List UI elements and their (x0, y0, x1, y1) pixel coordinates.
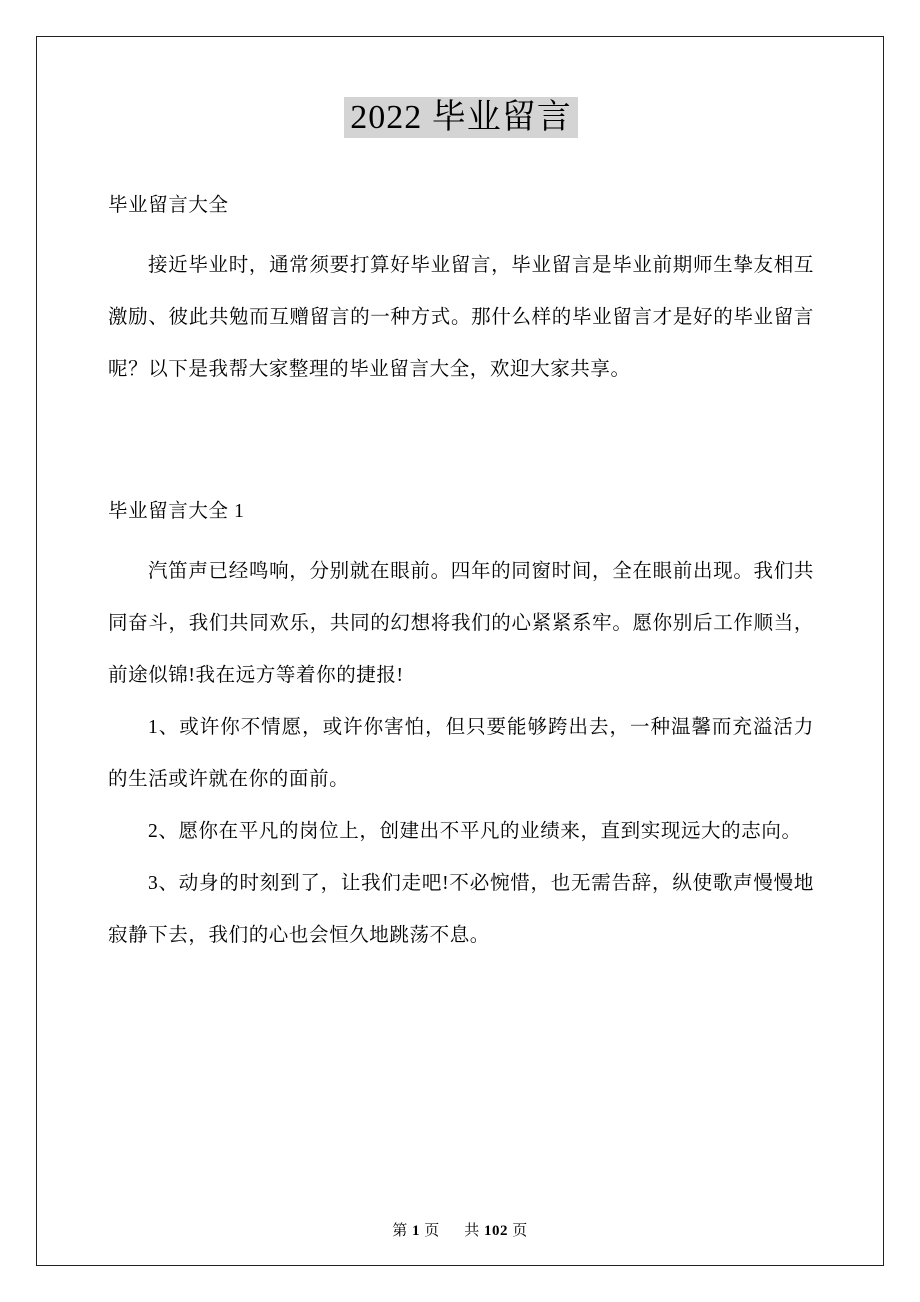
footer-total-pages: 102 (484, 1223, 509, 1239)
footer-total-suffix: 页 (512, 1223, 528, 1239)
footer-page-number: 1 (411, 1223, 420, 1239)
page-footer (0, 1219, 920, 1240)
section-heading-2: 毕业留言大全 1 (108, 501, 245, 522)
section-spacer (108, 396, 814, 492)
section-2-paragraph-4: 3、动身的时刻到了，让我们走吧!不必惋惜，也无需告辞，纵使歌声慢慢地寂静下去，我们的心也会恒久地跳荡不息。 (108, 873, 814, 946)
footer-page-suffix: 页 (424, 1223, 440, 1239)
section-1-paragraph-1: 接近毕业时，通常须要打算好毕业留言，毕业留言是毕业前期师生挚友相互激励、彼此共勉而互赠留言的一种方式。那什么样的毕业留言才是好的毕业留言呢？以下是我帮大家整理的毕业留言大全，欢迎大家共享。 (108, 255, 814, 380)
page-title-text: 2022 毕业留言 (344, 97, 578, 138)
document-content (108, 96, 814, 962)
section-2-paragraph-3: 2、愿你在平凡的岗位上，创建出不平凡的业绩来，直到实现远大的志向。 (148, 821, 802, 842)
page-title (108, 96, 814, 140)
footer-total-prefix: 共 (464, 1223, 480, 1239)
section-heading-1: 毕业留言大全 (108, 195, 229, 216)
section-2-paragraph-2: 1、或许你不情愿，或许你害怕，但只要能够跨出去，一种温馨而充溢活力的生活或许就在你的面前。 (108, 717, 814, 790)
footer-page-prefix: 第 (392, 1223, 408, 1239)
section-2-paragraph-1: 汽笛声已经鸣响，分别就在眼前。四年的同窗时间，全在眼前出现。我们共同奋斗，我们共同欢乐，共同的幻想将我们的心紧紧系牢。愿你别后工作顺当，前途似锦!我在远方等着你的捷报! (108, 561, 814, 686)
